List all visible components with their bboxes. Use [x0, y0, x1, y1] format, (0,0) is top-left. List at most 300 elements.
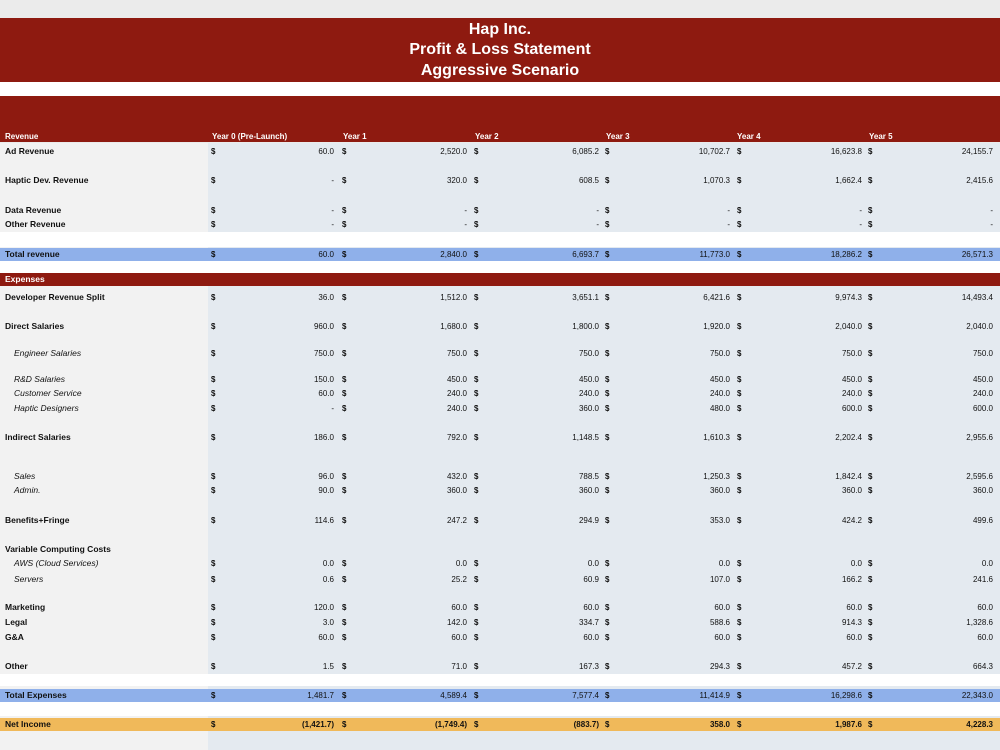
expense-row	[0, 543, 1000, 556]
currency-symbol: $	[474, 433, 479, 442]
cell-value: 0.0	[718, 559, 730, 568]
currency-symbol: $	[605, 433, 610, 442]
currency-symbol: $	[868, 662, 873, 671]
currency-symbol: $	[342, 389, 347, 398]
statement-title: Profit & Loss Statement	[409, 41, 591, 58]
cell-value: 1,987.6	[835, 720, 862, 729]
expense-row	[0, 291, 1000, 304]
currency-symbol: $	[737, 603, 742, 612]
currency-symbol: $	[737, 404, 742, 413]
currency-symbol: $	[868, 559, 873, 568]
currency-symbol: $	[737, 516, 742, 525]
cell-value: -	[331, 206, 334, 215]
cell-value: 432.0	[446, 472, 467, 481]
cell-value: -	[859, 220, 862, 229]
row-label: Direct Salaries	[5, 321, 65, 331]
currency-symbol: $	[868, 433, 873, 442]
currency-symbol: $	[868, 575, 873, 584]
currency-symbol: $	[342, 433, 347, 442]
cell-value: 96.0	[318, 472, 334, 481]
cell-value: 4,228.3	[966, 720, 993, 729]
cell-value: 11,414.9	[699, 691, 730, 700]
cell-value: 60.0	[318, 147, 334, 156]
currency-symbol: $	[474, 322, 479, 331]
row-label: Other Revenue	[5, 219, 66, 229]
row-label: Total Expenses	[5, 690, 67, 700]
currency-symbol: $	[211, 691, 216, 700]
row-label: Legal	[5, 617, 28, 627]
currency-symbol: $	[211, 206, 216, 215]
cell-value: -	[331, 176, 334, 185]
currency-symbol: $	[342, 293, 347, 302]
cell-value: 960.0	[313, 322, 334, 331]
cell-value: 6,421.6	[703, 293, 730, 302]
cell-value: 16,623.8	[830, 147, 862, 156]
row-label: Ad Revenue	[5, 146, 55, 156]
currency-symbol: $	[211, 220, 216, 229]
cell-value: 6,085.2	[572, 147, 599, 156]
currency-symbol: $	[211, 147, 216, 156]
currency-symbol: $	[605, 375, 610, 384]
cell-value: 750.0	[313, 349, 334, 358]
currency-symbol: $	[737, 486, 742, 495]
currency-symbol: $	[737, 206, 742, 215]
currency-symbol: $	[211, 375, 216, 384]
row-label: Customer Service	[14, 388, 82, 398]
cell-value: 7,577.4	[572, 691, 599, 700]
cell-value: -	[464, 220, 467, 229]
row-label: Marketing	[5, 602, 46, 612]
currency-symbol: $	[868, 472, 873, 481]
cell-value: 792.0	[446, 433, 467, 442]
year-header: Year 0 (Pre-Launch)	[212, 132, 288, 141]
cell-value: 1,070.3	[703, 176, 730, 185]
currency-symbol: $	[868, 603, 873, 612]
cell-value: 25.2	[451, 575, 467, 584]
currency-symbol: $	[342, 349, 347, 358]
cell-value: 750.0	[972, 349, 993, 358]
currency-symbol: $	[868, 618, 873, 627]
cell-value: 450.0	[841, 375, 862, 384]
currency-symbol: $	[605, 662, 610, 671]
cell-value: 114.6	[314, 516, 334, 525]
expense-row	[0, 660, 1000, 673]
currency-symbol: $	[474, 618, 479, 627]
currency-symbol: $	[342, 250, 347, 259]
cell-value: -	[859, 206, 862, 215]
column-header-row	[0, 131, 1000, 143]
cell-value: 450.0	[709, 375, 730, 384]
revenue-row	[0, 204, 1000, 217]
currency-symbol: $	[868, 516, 873, 525]
cell-value: 2,415.6	[966, 176, 993, 185]
currency-symbol: $	[737, 176, 742, 185]
cell-value: 60.0	[977, 633, 993, 642]
row-label: Indirect Salaries	[5, 432, 71, 442]
revenue-row	[0, 218, 1000, 231]
currency-symbol: $	[211, 250, 216, 259]
cell-value: 60.0	[451, 633, 467, 642]
row-label: Haptic Dev. Revenue	[5, 175, 89, 185]
title-band	[0, 18, 1000, 82]
cell-value: 247.2	[446, 516, 467, 525]
currency-symbol: $	[474, 516, 479, 525]
currency-symbol: $	[605, 389, 610, 398]
currency-symbol: $	[868, 375, 873, 384]
currency-symbol: $	[342, 662, 347, 671]
currency-symbol: $	[342, 404, 347, 413]
cell-value: (1,421.7)	[301, 720, 334, 729]
year-header: Year 4	[737, 132, 761, 141]
cell-value: 750.0	[709, 349, 730, 358]
cell-value: 22,343.0	[961, 691, 993, 700]
currency-symbol: $	[211, 575, 216, 584]
currency-symbol: $	[868, 720, 873, 729]
expense-row	[0, 484, 1000, 497]
cell-value: 1,920.0	[703, 322, 730, 331]
cell-value: 240.0	[446, 389, 467, 398]
cell-value: 353.0	[709, 516, 730, 525]
currency-symbol: $	[737, 322, 742, 331]
cell-value: 0.6	[322, 575, 334, 584]
cell-value: 9,974.3	[835, 293, 862, 302]
total-revenue-row	[0, 248, 1000, 261]
cell-value: 2,595.6	[966, 472, 993, 481]
cell-value: 1,148.5	[572, 433, 599, 442]
cell-value: 1,328.6	[966, 618, 993, 627]
currency-symbol: $	[737, 691, 742, 700]
cell-value: 36.0	[318, 293, 334, 302]
currency-symbol: $	[737, 618, 742, 627]
cell-value: 60.0	[583, 633, 599, 642]
currency-symbol: $	[474, 220, 479, 229]
currency-symbol: $	[605, 176, 610, 185]
cell-value: 2,040.0	[966, 322, 993, 331]
company-name: Hap Inc.	[468, 21, 532, 38]
cell-value: -	[596, 206, 599, 215]
expense-row	[0, 470, 1000, 483]
currency-symbol: $	[211, 603, 216, 612]
currency-symbol: $	[474, 720, 479, 729]
currency-symbol: $	[737, 147, 742, 156]
cell-value: -	[727, 220, 730, 229]
currency-symbol: $	[211, 389, 216, 398]
currency-symbol: $	[605, 220, 610, 229]
cell-value: 18,286.2	[830, 250, 862, 259]
cell-value: 2,840.0	[440, 250, 467, 259]
currency-symbol: $	[474, 691, 479, 700]
currency-symbol: $	[474, 559, 479, 568]
cell-value: 6,693.7	[572, 250, 599, 259]
currency-symbol: $	[868, 176, 873, 185]
cell-value: -	[727, 206, 730, 215]
row-label: Total revenue	[5, 249, 60, 259]
currency-symbol: $	[605, 293, 610, 302]
year-header: Year 5	[869, 132, 893, 141]
cell-value: 240.0	[446, 404, 467, 413]
expense-row	[0, 601, 1000, 614]
expense-row	[0, 431, 1000, 444]
expense-row	[0, 514, 1000, 527]
currency-symbol: $	[474, 250, 479, 259]
cell-value: 167.3	[578, 662, 599, 671]
cell-value: -	[990, 220, 993, 229]
currency-symbol: $	[605, 516, 610, 525]
cell-value: 2,040.0	[835, 322, 862, 331]
currency-symbol: $	[342, 206, 347, 215]
cell-value: 2,955.6	[966, 433, 993, 442]
currency-symbol: $	[474, 176, 479, 185]
currency-symbol: $	[474, 603, 479, 612]
currency-symbol: $	[868, 147, 873, 156]
cell-value: 320.0	[446, 176, 467, 185]
cell-value: 60.0	[846, 603, 862, 612]
currency-symbol: $	[211, 433, 216, 442]
cell-value: 16,298.6	[830, 691, 862, 700]
cell-value: 750.0	[841, 349, 862, 358]
cell-value: 450.0	[578, 375, 599, 384]
currency-symbol: $	[737, 250, 742, 259]
row-label: Data Revenue	[5, 205, 62, 215]
currency-symbol: $	[605, 349, 610, 358]
currency-symbol: $	[474, 375, 479, 384]
currency-symbol: $	[868, 633, 873, 642]
cell-value: 1.5	[322, 662, 334, 671]
cell-value: 1,680.0	[440, 322, 467, 331]
currency-symbol: $	[342, 375, 347, 384]
cell-value: 240.0	[841, 389, 862, 398]
cell-value: 142.0	[446, 618, 467, 627]
cell-value: 1,512.0	[440, 293, 467, 302]
cell-value: 60.0	[846, 633, 862, 642]
currency-symbol: $	[211, 293, 216, 302]
year-header: Year 2	[475, 132, 499, 141]
expense-row	[0, 573, 1000, 586]
currency-symbol: $	[605, 206, 610, 215]
currency-symbol: $	[211, 662, 216, 671]
currency-symbol: $	[605, 472, 610, 481]
currency-symbol: $	[868, 206, 873, 215]
cell-value: 120.0	[313, 603, 334, 612]
currency-symbol: $	[342, 322, 347, 331]
cell-value: 71.0	[451, 662, 467, 671]
currency-symbol: $	[868, 322, 873, 331]
currency-symbol: $	[342, 559, 347, 568]
currency-symbol: $	[342, 516, 347, 525]
total-expenses-row	[0, 689, 1000, 702]
cell-value: 0.0	[322, 559, 334, 568]
currency-symbol: $	[474, 575, 479, 584]
cell-value: 608.5	[578, 176, 599, 185]
currency-symbol: $	[868, 349, 873, 358]
row-label: Variable Computing Costs	[5, 544, 111, 554]
cell-value: 10,702.7	[698, 147, 730, 156]
currency-symbol: $	[474, 662, 479, 671]
currency-symbol: $	[474, 349, 479, 358]
currency-symbol: $	[605, 575, 610, 584]
currency-symbol: $	[342, 147, 347, 156]
row-label: Sales	[14, 471, 36, 481]
cell-value: 4,589.4	[440, 691, 467, 700]
currency-symbol: $	[474, 389, 479, 398]
cell-value: 60.0	[318, 633, 334, 642]
row-label: AWS (Cloud Services)	[14, 558, 99, 568]
currency-symbol: $	[474, 404, 479, 413]
cell-value: 600.0	[841, 404, 862, 413]
spacer-row	[0, 232, 1000, 247]
cell-value: 150.0	[313, 375, 334, 384]
cell-value: 664.3	[972, 662, 993, 671]
cell-value: 1,481.7	[307, 691, 334, 700]
cell-value: 60.0	[318, 250, 334, 259]
row-label: Developer Revenue Split	[5, 292, 105, 302]
cell-value: 600.0	[972, 404, 993, 413]
currency-symbol: $	[474, 472, 479, 481]
expense-row	[0, 387, 1000, 400]
currency-symbol: $	[474, 633, 479, 642]
cell-value: 2,202.4	[835, 433, 862, 442]
cell-value: 588.6	[709, 618, 730, 627]
currency-symbol: $	[342, 720, 347, 729]
cell-value: 24,155.7	[961, 147, 993, 156]
cell-value: 90.0	[318, 486, 334, 495]
currency-symbol: $	[737, 293, 742, 302]
cell-value: 358.0	[709, 720, 730, 729]
currency-symbol: $	[342, 603, 347, 612]
currency-symbol: $	[605, 618, 610, 627]
currency-symbol: $	[342, 220, 347, 229]
row-label: Admin.	[14, 485, 41, 495]
net-income-row	[0, 718, 1000, 731]
expenses-header-band	[0, 273, 1000, 286]
currency-symbol: $	[868, 404, 873, 413]
currency-symbol: $	[474, 293, 479, 302]
cell-value: 1,250.3	[703, 472, 730, 481]
cell-value: 788.5	[578, 472, 599, 481]
revenue-header: Revenue	[5, 132, 39, 141]
cell-value: 0.0	[850, 559, 862, 568]
cell-value: 750.0	[578, 349, 599, 358]
cell-value: 0.0	[587, 559, 599, 568]
cell-value: 60.9	[583, 575, 599, 584]
currency-symbol: $	[605, 147, 610, 156]
currency-symbol: $	[605, 633, 610, 642]
currency-symbol: $	[868, 486, 873, 495]
cell-value: 240.0	[972, 389, 993, 398]
row-label: Benefits+Fringe	[5, 515, 70, 525]
revenue-row	[0, 145, 1000, 158]
cell-value: 60.0	[318, 389, 334, 398]
currency-symbol: $	[605, 486, 610, 495]
currency-symbol: $	[737, 433, 742, 442]
cell-value: 750.0	[446, 349, 467, 358]
currency-symbol: $	[737, 559, 742, 568]
row-label: Engineer Salaries	[14, 348, 82, 358]
expense-row	[0, 347, 1000, 360]
cell-value: 360.0	[578, 486, 599, 495]
cell-value: 166.2	[841, 575, 862, 584]
cell-value: 186.0	[313, 433, 334, 442]
currency-symbol: $	[211, 516, 216, 525]
cell-value: -	[990, 206, 993, 215]
currency-symbol: $	[605, 559, 610, 568]
currency-symbol: $	[342, 472, 347, 481]
expenses-header: Expenses	[5, 274, 45, 284]
cell-value: 424.2	[841, 516, 862, 525]
white-gap	[0, 82, 1000, 96]
currency-symbol: $	[605, 404, 610, 413]
currency-symbol: $	[342, 633, 347, 642]
currency-symbol: $	[474, 486, 479, 495]
cell-value: 0.0	[981, 559, 993, 568]
spacer-row	[0, 261, 1000, 273]
cell-value: 914.3	[841, 618, 862, 627]
currency-symbol: $	[868, 389, 873, 398]
cell-value: 294.3	[709, 662, 730, 671]
cell-value: -	[464, 206, 467, 215]
currency-symbol: $	[868, 293, 873, 302]
currency-symbol: $	[737, 472, 742, 481]
cell-value: 334.7	[578, 618, 599, 627]
currency-symbol: $	[737, 662, 742, 671]
currency-symbol: $	[868, 250, 873, 259]
cell-value: 240.0	[709, 389, 730, 398]
currency-symbol: $	[605, 250, 610, 259]
cell-value: 241.6	[972, 575, 993, 584]
spacer-row	[0, 702, 1000, 716]
cell-value: 2,520.0	[440, 147, 467, 156]
cell-value: 1,842.4	[835, 472, 862, 481]
row-label: G&A	[5, 632, 24, 642]
currency-symbol: $	[474, 206, 479, 215]
expense-row	[0, 631, 1000, 644]
cell-value: 457.2	[841, 662, 862, 671]
cell-value: 0.0	[455, 559, 467, 568]
currency-symbol: $	[211, 349, 216, 358]
currency-symbol: $	[605, 691, 610, 700]
cell-value: 360.0	[841, 486, 862, 495]
scenario-title: Aggressive Scenario	[420, 62, 580, 79]
cell-value: -	[596, 220, 599, 229]
cell-value: 60.0	[714, 603, 730, 612]
cell-value: 360.0	[972, 486, 993, 495]
currency-symbol: $	[342, 176, 347, 185]
cell-value: 60.0	[977, 603, 993, 612]
row-label: Servers	[14, 574, 44, 584]
currency-symbol: $	[211, 404, 216, 413]
cell-value: 60.0	[583, 603, 599, 612]
expense-row	[0, 402, 1000, 415]
cell-value: 26,571.3	[961, 250, 993, 259]
currency-symbol: $	[737, 349, 742, 358]
currency-symbol: $	[868, 691, 873, 700]
currency-symbol: $	[737, 220, 742, 229]
currency-symbol: $	[211, 486, 216, 495]
cell-value: (883.7)	[573, 720, 599, 729]
currency-symbol: $	[211, 720, 216, 729]
currency-symbol: $	[211, 472, 216, 481]
currency-symbol: $	[737, 633, 742, 642]
cell-value: 3,651.1	[572, 293, 599, 302]
cell-value: 360.0	[446, 486, 467, 495]
currency-symbol: $	[211, 633, 216, 642]
cell-value: 240.0	[578, 389, 599, 398]
currency-symbol: $	[737, 389, 742, 398]
currency-symbol: $	[605, 720, 610, 729]
cell-value: 360.0	[578, 404, 599, 413]
row-label: R&D Salaries	[14, 374, 66, 384]
cell-value: 1,662.4	[835, 176, 862, 185]
